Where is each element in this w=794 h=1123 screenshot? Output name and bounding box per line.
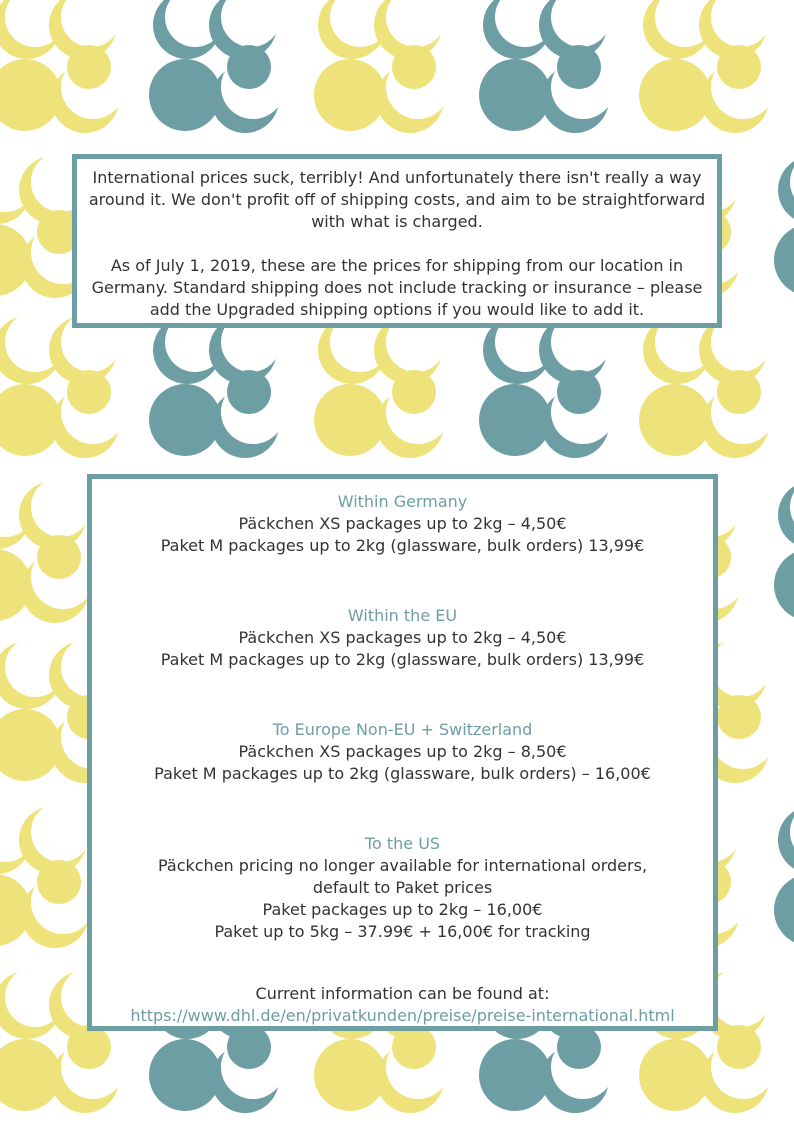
pattern-shape: [31, 477, 91, 537]
price-line: Päckchen pricing no longer available for international orders,: [157, 856, 648, 875]
pattern-shape: [314, 1039, 386, 1111]
section-title: To the US: [364, 834, 441, 853]
pattern-shape: [639, 59, 711, 131]
pattern-shape: [717, 1025, 761, 1069]
pattern-shape: [557, 1025, 601, 1069]
pattern-shape: [479, 59, 551, 131]
pattern-shape: [67, 1025, 111, 1069]
price-line: Paket up to 5kg – 37.99€ + 16,00€ for tracking: [214, 922, 591, 941]
dhl-link[interactable]: https://www.dhl.de/en/privatkunden/preise/preise-international.html: [130, 1006, 675, 1025]
pattern-shape: [717, 370, 761, 414]
pattern-shape: [149, 59, 221, 131]
section-to-us: [100, 833, 705, 943]
price-line: Paket M packages up to 2kg (glassware, bulk orders) 13,99€: [160, 536, 645, 555]
pattern-shape: [392, 45, 436, 89]
section-title: Within Germany: [337, 492, 468, 511]
pattern-shape: [149, 1039, 221, 1111]
price-line: Päckchen XS packages up to 2kg – 4,50€: [238, 514, 567, 533]
section-europe-non-eu: [100, 719, 705, 785]
price-line: Päckchen XS packages up to 2kg – 4,50€: [238, 628, 567, 647]
pattern-shape: [31, 802, 91, 862]
pattern-shape: [67, 45, 111, 89]
section-within-eu: [100, 605, 705, 671]
pattern-shape: [711, 637, 771, 697]
pattern-shape: [717, 695, 761, 739]
price-line: Paket M packages up to 2kg (glassware, bulk orders) – 16,00€: [154, 764, 651, 783]
price-line: Päckchen XS packages up to 2kg – 8,50€: [238, 742, 567, 761]
pattern-shape: [479, 1039, 551, 1111]
pattern-shape: [774, 549, 794, 621]
footer-label: Current information can be found at:: [255, 984, 550, 1003]
pattern-shape: [227, 1025, 271, 1069]
prices-box: [87, 474, 718, 1031]
pattern-shape: [37, 535, 81, 579]
pattern-shape: [774, 874, 794, 946]
pattern-shape: [639, 1039, 711, 1111]
pattern-shape: [774, 224, 794, 296]
section-title: To Europe Non-EU + Switzerland: [272, 720, 533, 739]
pattern-shape: [314, 59, 386, 131]
pattern-shape: [557, 45, 601, 89]
pattern-shape: [149, 384, 221, 456]
pattern-shape: [392, 370, 436, 414]
price-line: Paket M packages up to 2kg (glassware, bulk orders) 13,99€: [160, 650, 645, 669]
pattern-shape: [711, 967, 771, 1027]
pattern-shape: [37, 860, 81, 904]
pattern-shape: [227, 370, 271, 414]
pattern-shape: [639, 384, 711, 456]
pattern-shape: [67, 370, 111, 414]
intro-box: [72, 154, 722, 328]
price-line: default to Paket prices: [312, 878, 493, 897]
intro-paragraph-1: International prices suck, terribly! And unfortunately there isn't really a way around it. We don't profit off of shipping costs, and aim to be straightforward with what is charged.: [88, 168, 706, 231]
intro-paragraph-2: As of July 1, 2019, these are the prices for shipping from our location in Germany. Standard shipping does not include tracking or insurance – please add the Upgraded shipping options if you would like to add it.: [91, 256, 703, 319]
footer: [100, 983, 705, 1027]
pattern-shape: [314, 384, 386, 456]
section-title: Within the EU: [347, 606, 458, 625]
price-line: Paket packages up to 2kg – 16,00€: [262, 900, 543, 919]
section-within-germany: [100, 491, 705, 557]
pattern-shape: [479, 384, 551, 456]
pattern-shape: [392, 1025, 436, 1069]
pattern-shape: [227, 45, 271, 89]
pattern-shape: [557, 370, 601, 414]
pattern-shape: [717, 45, 761, 89]
